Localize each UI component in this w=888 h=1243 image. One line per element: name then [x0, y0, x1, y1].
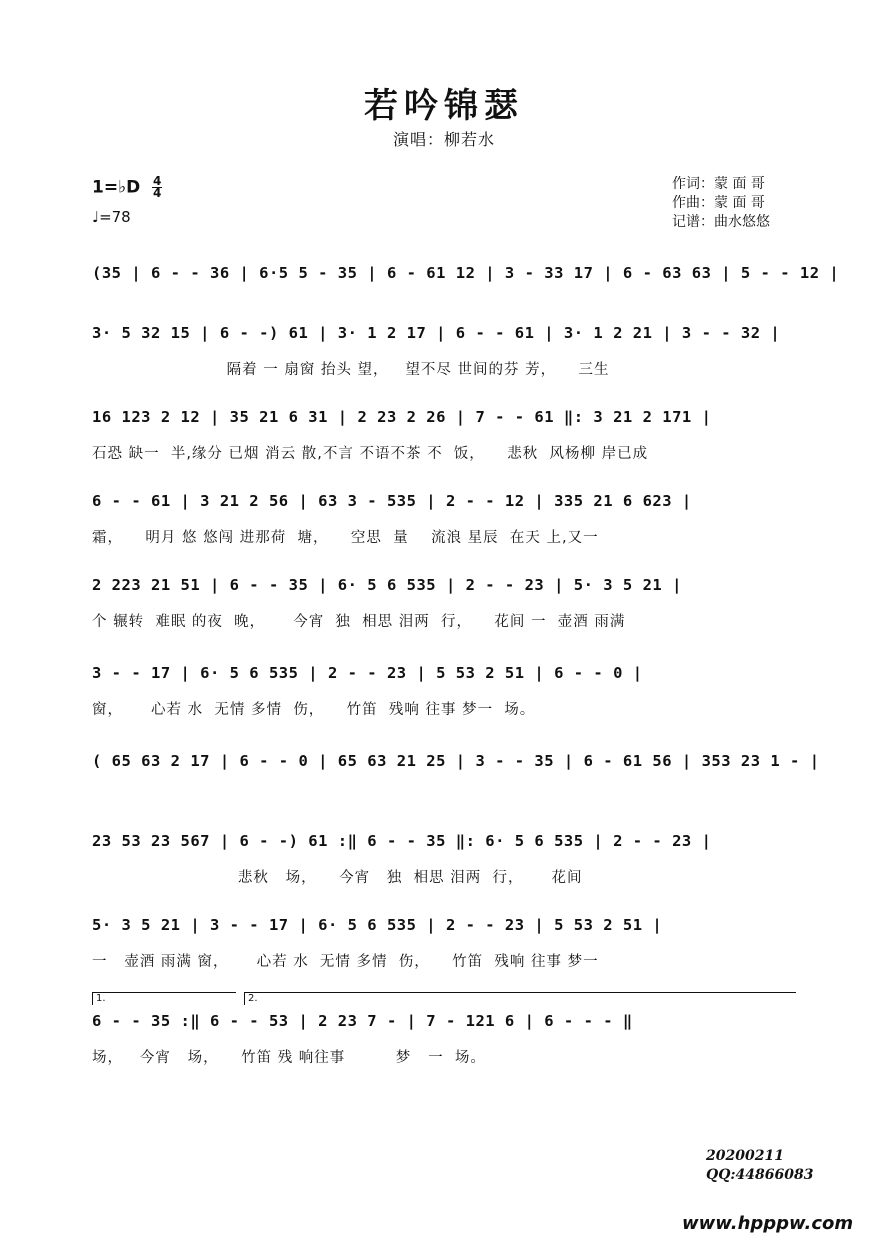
notation-line — [92, 486, 796, 522]
lyricist-credit: 作词：蒙 面 哥 — [672, 176, 765, 192]
notes-text: 16 123 2 12 | 35 21 6 31 | 2 23 2 26 | 7 - - 61 ‖: 3 21 2 171 | — [92, 408, 712, 426]
key-signature — [92, 176, 162, 199]
footer-qq: QQ:44866083 — [706, 1167, 814, 1183]
score-system-10 — [92, 993, 796, 1076]
notes-text: 23 53 23 567 | 6 - -) 61 :‖ 6 - - 35 ‖: 6· 5 6 535 | 2 - - 23 | — [92, 832, 712, 850]
site-watermark: www.hpppw.com — [682, 1213, 854, 1234]
notes-text: 6 - - 61 | 3 21 2 56 | 63 3 - 535 | 2 - - 12 | 335 21 6 623 | — [92, 492, 692, 510]
notation-line — [92, 746, 820, 782]
notation-line — [92, 258, 840, 294]
lyrics-line: 悲秋 场， 今宵 独 相思 泪两 行， 花间 — [92, 870, 583, 886]
score-system-1 — [92, 258, 840, 318]
notes-text: 5· 3 5 21 | 3 - - 17 | 6· 5 6 535 | 2 - - 23 | 5 53 2 51 | — [92, 916, 663, 934]
singer-credit: 演唱：柳若水 — [392, 130, 495, 149]
time-sig-bottom: 4 — [152, 186, 162, 200]
lyrics-line: 隔着 一 扇窗 抬头 望， 望不尽 世间的芬 芳， 三生 — [92, 362, 610, 378]
transcriber-credit: 记谱：曲水悠悠 — [672, 214, 770, 230]
lyrics-line: 一 壶酒 雨满 窗， 心若 水 无情 多情 伤， 竹笛 残响 往事 梦一 — [92, 954, 599, 970]
notes-text: 3 - - 17 | 6· 5 6 535 | 2 - - 23 | 5 53 2 51 | 6 - - 0 | — [92, 664, 643, 682]
score-system-3 — [92, 402, 796, 472]
tempo-marking: ♩=78 — [92, 208, 131, 226]
lyrics-line: 场， 今宵 场， 竹笛 残 响往事 梦 一 场。 — [92, 1050, 486, 1066]
song-title: 若吟锦瑟 — [364, 86, 524, 126]
notes-text: (35 | 6 - - 36 | 6·5 5 - 35 | 6 - 61 12 | 3 - 33 17 | 6 - 63 63 | 5 - - 12 | — [92, 264, 840, 282]
time-signature — [152, 176, 162, 199]
time-sig-top: 4 — [152, 174, 162, 188]
key-label: 1=♭D — [92, 177, 141, 198]
score-system-5 — [92, 570, 796, 640]
notation-line — [92, 658, 796, 694]
notes-text: ( 65 63 2 17 | 6 - - 0 | 65 63 21 25 | 3 - - 35 | 6 - 61 56 | 353 23 1 - | — [92, 752, 820, 770]
notation-line — [92, 910, 796, 946]
notation-line — [92, 318, 796, 354]
notes-text: 2 223 21 51 | 6 - - 35 | 6· 5 6 535 | 2 - - 23 | 5· 3 5 21 | — [92, 576, 682, 594]
score-system-6 — [92, 658, 796, 728]
notation-line — [92, 402, 796, 438]
score-system-2 — [92, 318, 796, 388]
lyrics-line: 霜， 明月 悠 悠闯 进那荷 塘， 空思 量 流浪 星辰 在天 上,又一 — [92, 530, 599, 546]
score-system-7 — [92, 746, 820, 806]
notation-line — [92, 826, 796, 862]
notes-text: 6 - - 35 :‖ 6 - - 53 | 2 23 7 - | 7 - 121 6 | 6 - - - ‖ — [92, 1012, 633, 1030]
score-system-4 — [92, 486, 796, 556]
volta-first: 1. — [92, 992, 236, 1005]
volta-second: 2. — [244, 992, 796, 1005]
notes-text: 3· 5 32 15 | 6 - -) 61 | 3· 1 2 17 | 6 - - 61 | 3· 1 2 21 | 3 - - 32 | — [92, 324, 781, 342]
notation-line — [92, 1006, 796, 1042]
notation-line — [92, 570, 796, 606]
lyrics-line: 石恐 缺一 半,缘分 已烟 消云 散,不言 不语不茶 不 饭， 悲秋 风杨柳 岸已成 — [92, 446, 649, 462]
score-system-8 — [92, 826, 796, 896]
credits-block — [672, 175, 770, 232]
lyrics-line: 个 辗转 难眠 的夜 晚， 今宵 独 相思 泪两 行， 花间 一 壶酒 雨满 — [92, 614, 626, 630]
composer-credit: 作曲：蒙 面 哥 — [672, 195, 765, 211]
score-system-9 — [92, 910, 796, 980]
footer-date: 20200211 — [706, 1148, 784, 1164]
lyrics-line: 窗， 心若 水 无情 多情 伤， 竹笛 残响 往事 梦一 场。 — [92, 702, 536, 718]
